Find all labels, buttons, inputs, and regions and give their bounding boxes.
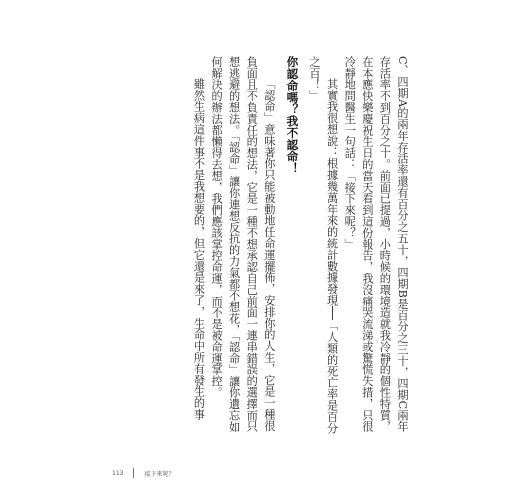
- running-title: 接下來呢？: [144, 470, 175, 478]
- paragraph-illness: 雖然生病這件事不是我想要的，但它還是來了，生命中所有發生的事: [192, 78, 206, 421]
- section-heading: 你認命嗎？我不認命！: [285, 56, 300, 174]
- paragraph-survival-rates: C、四期A的兩年存活率還有百分之五十，四期B是百分之三十，四期C兩年存活率不到百分之十。前面已提過，小時候的環境造就我冷靜的個性特質，在本應快樂慶祝生日的當天看到這份報告，我沒痛哭流涕或驚慌失措，只很冷靜地問醫生一句話：「接下來呢？」: [343, 56, 409, 433]
- footer-divider: [133, 468, 134, 478]
- page-footer: [112, 467, 174, 479]
- paragraph-fate-meaning: 「認命」意味著你只能被動地任命運擺佈，安排你的人生，它是一種很負面且不負責任的想法，它是一種不想承認自己前面一連串錯誤的選擇而只想逃避的想法。「認命」讓你連想反抗的力氣都不想花，「認命」讓你遺忘如何解決的辦法都懶得去想，我們應該掌控命運，而不是被命運掌控。: [210, 56, 276, 433]
- page-number: 113: [112, 469, 124, 477]
- paragraph-mortality-quote: 其實我很想說：根據幾萬年來的統計數據發現──「人類的死亡率是百分之百！」: [308, 56, 339, 435]
- body-text-block: [130, 56, 411, 436]
